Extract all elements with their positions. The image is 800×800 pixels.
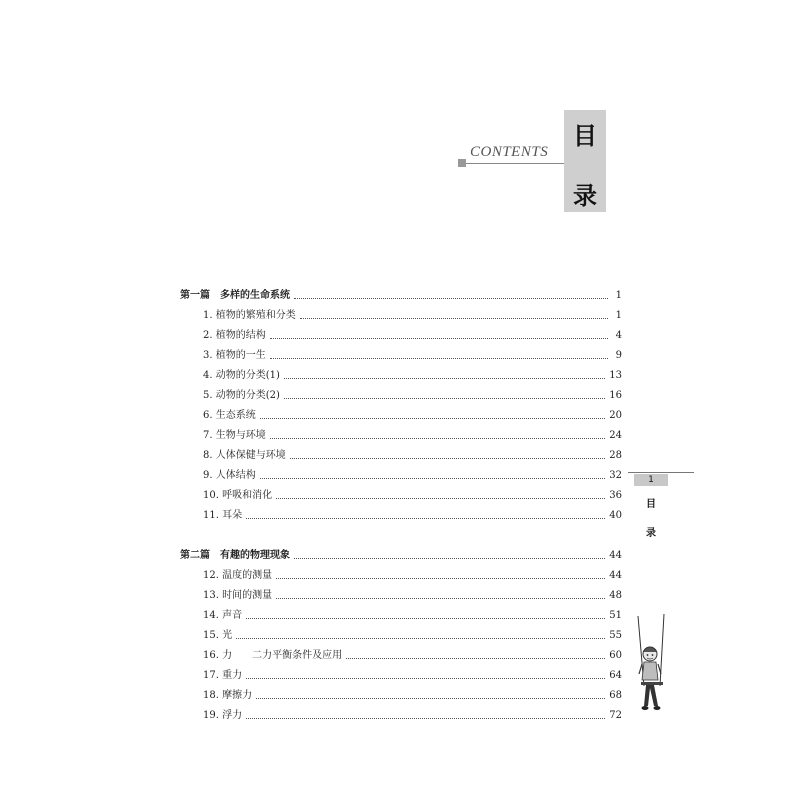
page-number: 1 bbox=[634, 474, 668, 486]
dot-leader bbox=[294, 298, 608, 299]
toc-page: 9 bbox=[615, 350, 622, 361]
toc-label: 7. 生物与环境 bbox=[203, 430, 266, 441]
toc-part-heading[interactable] bbox=[180, 546, 622, 562]
dot-leader bbox=[256, 698, 605, 699]
dot-leader bbox=[284, 398, 605, 399]
toc-entry[interactable] bbox=[203, 306, 622, 322]
dot-leader bbox=[276, 598, 605, 599]
toc-page: 20 bbox=[609, 410, 622, 421]
toc-page: 55 bbox=[609, 630, 622, 641]
toc-label: 15. 光 bbox=[203, 630, 233, 641]
toc-entry[interactable] bbox=[203, 646, 622, 662]
toc-label: 6. 生态系统 bbox=[203, 410, 256, 421]
dot-leader bbox=[346, 658, 605, 659]
toc-page: 13 bbox=[609, 370, 622, 381]
toc-page: 28 bbox=[609, 450, 622, 461]
toc-page: 32 bbox=[609, 470, 622, 481]
toc-label: 9. 人体结构 bbox=[203, 470, 256, 481]
toc-entry[interactable] bbox=[203, 506, 622, 522]
toc-page: 44 bbox=[609, 550, 622, 561]
dot-leader bbox=[276, 578, 605, 579]
toc-label: 5. 动物的分类(2) bbox=[203, 390, 280, 401]
toc-page: 1 bbox=[615, 290, 622, 301]
toc-page: 51 bbox=[609, 610, 622, 621]
toc-page: 4 bbox=[615, 330, 622, 341]
toc-label: 1. 植物的繁殖和分类 bbox=[203, 310, 296, 321]
toc-label: 18. 摩擦力 bbox=[203, 690, 253, 701]
side-tab-rule bbox=[628, 472, 694, 473]
dot-leader bbox=[270, 438, 606, 439]
toc-label: 10. 呼吸和消化 bbox=[203, 490, 273, 501]
toc-label: 16. 力 二力平衡条件及应用 bbox=[203, 650, 343, 661]
toc-entry[interactable] bbox=[203, 326, 622, 342]
toc-page: 64 bbox=[609, 670, 622, 681]
toc-entry[interactable] bbox=[203, 386, 622, 402]
dot-leader bbox=[276, 498, 605, 499]
dot-leader bbox=[246, 678, 605, 679]
toc-entry[interactable] bbox=[203, 606, 622, 622]
toc-entry[interactable] bbox=[203, 586, 622, 602]
contents-heading: CONTENTS bbox=[470, 144, 549, 160]
toc-page: 40 bbox=[609, 510, 622, 521]
toc-label: 4. 动物的分类(1) bbox=[203, 370, 280, 381]
dot-leader bbox=[294, 558, 605, 559]
side-tab-char: 目 bbox=[646, 499, 656, 510]
dot-leader bbox=[300, 318, 608, 319]
toc-entry[interactable] bbox=[203, 426, 622, 442]
toc-page: 68 bbox=[609, 690, 622, 701]
dot-leader bbox=[270, 338, 608, 339]
toc-label: 12. 温度的测量 bbox=[203, 570, 273, 581]
toc-part-heading[interactable] bbox=[180, 286, 622, 302]
dot-leader bbox=[246, 718, 605, 719]
toc-page: 60 bbox=[609, 650, 622, 661]
toc-label: 第二篇 有趣的物理现象 bbox=[180, 550, 290, 561]
toc-page: 48 bbox=[609, 590, 622, 601]
toc-label: 13. 时间的测量 bbox=[203, 590, 273, 601]
title-char: 目 bbox=[573, 122, 597, 150]
toc-entry[interactable] bbox=[203, 446, 622, 462]
toc-label: 第一篇 多样的生命系统 bbox=[180, 290, 290, 301]
toc-entry[interactable] bbox=[203, 666, 622, 682]
toc-entry[interactable] bbox=[203, 466, 622, 482]
toc-entry[interactable] bbox=[203, 346, 622, 362]
toc-label: 8. 人体保健与环境 bbox=[203, 450, 286, 461]
side-tab-char: 录 bbox=[646, 528, 656, 539]
child-on-swing-illustration bbox=[630, 614, 670, 720]
toc-entry[interactable] bbox=[203, 406, 622, 422]
toc-entry[interactable] bbox=[203, 686, 622, 702]
toc-label: 14. 声音 bbox=[203, 610, 243, 621]
dot-leader bbox=[260, 478, 606, 479]
toc-entry[interactable] bbox=[203, 366, 622, 382]
title-char: 录 bbox=[573, 182, 597, 210]
toc-label: 11. 耳朵 bbox=[203, 510, 243, 521]
dot-leader bbox=[260, 418, 606, 419]
toc-entry[interactable] bbox=[203, 626, 622, 642]
toc-page: 16 bbox=[609, 390, 622, 401]
dot-leader bbox=[246, 618, 605, 619]
toc-entry[interactable] bbox=[203, 486, 622, 502]
toc-page: 44 bbox=[609, 570, 622, 581]
dot-leader bbox=[246, 518, 605, 519]
dot-leader bbox=[236, 638, 605, 639]
dot-leader bbox=[284, 378, 605, 379]
toc-page: 1 bbox=[615, 310, 622, 321]
dot-leader bbox=[290, 458, 606, 459]
toc-page: 72 bbox=[609, 710, 622, 721]
toc-label: 2. 植物的结构 bbox=[203, 330, 266, 341]
toc-page: 36 bbox=[609, 490, 622, 501]
toc-label: 19. 浮力 bbox=[203, 710, 243, 721]
dot-leader bbox=[270, 358, 608, 359]
toc-label: 17. 重力 bbox=[203, 670, 243, 681]
toc-label: 3. 植物的一生 bbox=[203, 350, 266, 361]
toc-entry[interactable] bbox=[203, 706, 622, 722]
toc-entry[interactable] bbox=[203, 566, 622, 582]
toc-page: 24 bbox=[609, 430, 622, 441]
